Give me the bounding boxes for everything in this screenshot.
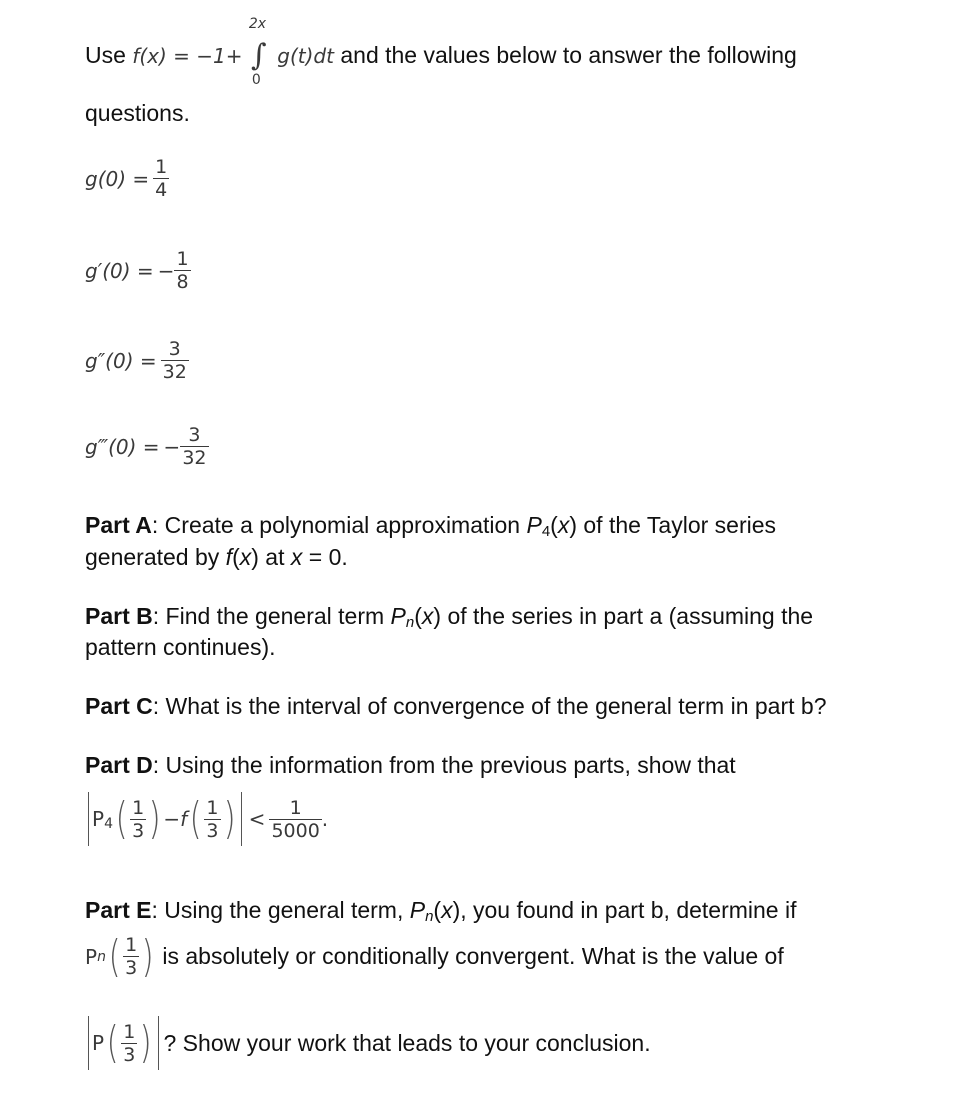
f-definition: f(x) = −1+ xyxy=(132,44,243,69)
part-d-label: Part D xyxy=(85,752,153,778)
part-a-line1: Part A: Create a polynomial approximation $P_4(x)$ of the Taylor series xyxy=(85,512,777,540)
integral-sign: 2x ∫ 0 xyxy=(248,16,267,88)
upper-limit: 2x xyxy=(248,16,267,32)
part-e-line2: P n ( $\frac{1}{3}$ ) is absolutely or conditionally convergent. What is the value of xyxy=(85,930,784,982)
value-lhs: g″(0) = xyxy=(85,348,157,373)
value-lhs: g(0) = xyxy=(85,166,150,191)
part-e-label: Part E xyxy=(85,897,152,923)
lower-limit: 0 xyxy=(251,72,261,88)
part-c-label: Part C xyxy=(85,693,153,719)
part-b-line1: Part B: Find the general term $P_n(x)$ of the series in part a (assuming the xyxy=(85,603,814,631)
rhs-fraction: $\frac{1}{5000}$ xyxy=(271,796,320,842)
intro-line-2: questions. xyxy=(85,100,190,126)
part-b-label: Part B xyxy=(85,603,153,629)
part-d-inequality: P 4 ( $\frac{1}{3}$ ) −f ( $\frac{1}{3}$ ) < $\frac{1}{5000}$ . xyxy=(85,792,328,846)
value-fraction: $\frac{1}{4}$ xyxy=(155,156,168,201)
intro-use: Use xyxy=(85,42,126,69)
paren-fraction: ( $\frac{1}{3}$ ) xyxy=(115,793,161,844)
value-g0 xyxy=(85,156,169,201)
intro-rest: and the values below to answer the following xyxy=(340,42,797,69)
value-lhs: g‴(0) = xyxy=(85,434,160,459)
paren-fraction: ( $\frac{1}{3}$ ) xyxy=(189,793,236,844)
part-e-line1: Part E: Using the general term, $P_n(x)$, you found in part b, determine if xyxy=(85,897,797,925)
paren-fraction: ( $\frac{1}{3}$ ) xyxy=(108,930,154,982)
part-b-line2: pattern continues). xyxy=(85,634,276,660)
intro-line xyxy=(85,16,797,88)
part-a-label: Part A xyxy=(85,512,152,538)
value-lhs: g′(0) = xyxy=(85,258,154,283)
part-e-line3: P ( $\frac{1}{3}$ ) ? Show your work that leads to your conclusion. xyxy=(85,1016,651,1070)
part-d-line: Part D: Using the information from the previous parts, show that xyxy=(85,752,736,778)
part-c-line: Part C: What is the interval of convergence of the general term in part b? xyxy=(85,693,827,719)
value-g3: g‴(0) = − $\frac{3}{32}$ xyxy=(85,424,207,469)
part-a-line2: generated by f(x) at x = 0. xyxy=(85,544,348,570)
value-fraction: $\frac{3}{32}$ xyxy=(162,338,187,383)
value-g1: g′(0) = − $\frac{1}{8}$ xyxy=(85,248,189,293)
integrand: g(t)dt xyxy=(277,44,334,69)
value-fraction: $\frac{1}{8}$ xyxy=(176,248,189,293)
value-fraction: $\frac{3}{32}$ xyxy=(182,424,207,469)
value-g2 xyxy=(85,338,189,383)
paren-fraction: ( $\frac{1}{3}$ ) xyxy=(106,1017,152,1068)
